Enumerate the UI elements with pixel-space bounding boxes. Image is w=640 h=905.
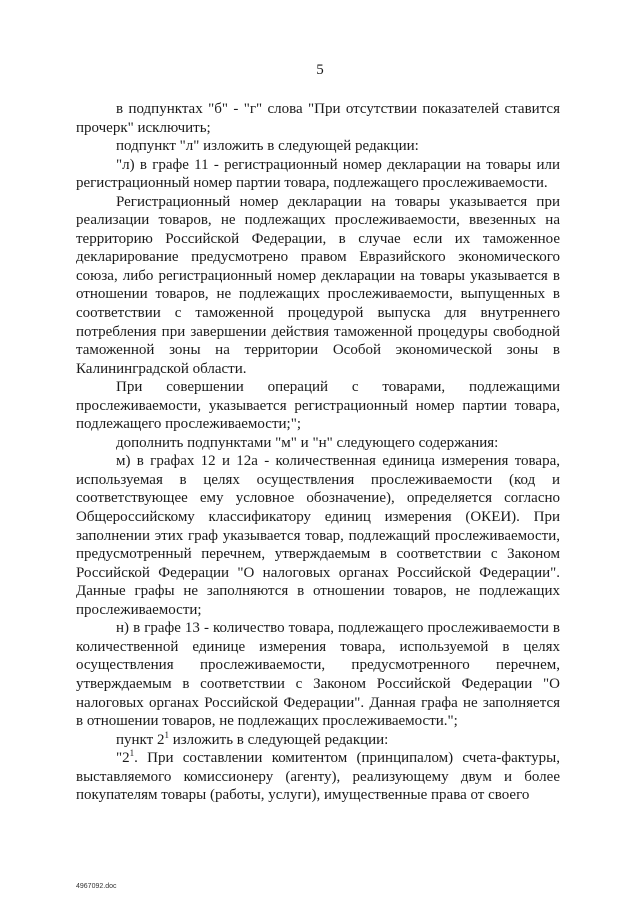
superscript: 1	[164, 729, 169, 740]
paragraph: "л) в графе 11 - регистрационный номер декларации на товары или регистрационный номер партии товара, подлежащего прослеживаемости.	[76, 156, 560, 192]
paragraph: в подпунктах "б" - "г" слова "При отсутствии показателей ставится прочерк" исключить;	[76, 101, 560, 136]
paragraph-clause-2-1-text	[76, 749, 560, 805]
page-number: 5	[316, 62, 324, 78]
paragraph: дополнить подпунктами "м" и "н" следующего содержания:	[116, 434, 499, 451]
paragraph-clause-2-1-intro	[76, 731, 560, 750]
text-run: изложить в следующей редакции:	[168, 731, 389, 748]
paragraph: При совершении операций с товарами, подлежащими прослеживаемости, указывается регистрационный номер партии товара, подлежащего прослеживаемости;";	[76, 379, 560, 433]
document-id-footer: 4967092.doc	[76, 883, 117, 890]
document-body	[76, 100, 560, 805]
text-run: "2	[116, 750, 130, 767]
superscript: 1	[129, 748, 135, 759]
paragraph: подпункт "л" изложить в следующей редакции:	[116, 138, 419, 155]
text-run: пункт 2	[116, 731, 165, 748]
paragraph: н) в графе 13 - количество товара, подлежащего прослеживаемости в количественной единице измерения товара, используемой в целях осуществления прослеживаемости, предусмотренного перечнем, утверждаемым в соответствии с Законом Российской Федерации "О налоговых органах Российской Федерации". Данная графа не заполняется в отношении товаров, не подлежащих прослеживаемости.";	[76, 620, 560, 730]
paragraph: Регистрационный номер декларации на товары указывается при реализации товаров, не подлежащих прослеживаемости, ввезенных на территорию Российской Федерации, в случае если их таможенное декларирование предусмотрено правом Евразийского экономического союза, либо регистрационный номер декларации на товары указывается в отношении товаров, не подлежащих прослеживаемости, выпущенных в соответствии с таможенной процедурой выпуска для внутреннего потребления при завершении действия таможенной процедуры свободной таможенной зоны на территории Особой экономической зоны в Калининградской области.	[76, 193, 560, 377]
text-run: . При составлении комитентом (принципалом) счета-фактуры, выставляемого комиссионеру (агенту), реализующему двум и более покупателям товары (работы, услуги), имущественные права от своего	[76, 750, 560, 804]
paragraph: м) в графах 12 и 12а - количественная единица измерения товара, используемая в целях осуществления прослеживаемости (код и соответствующее ему условное обозначение), определяется согласно Общероссийскому классификатору единиц измерения (ОКЕИ). При заполнении этих граф указывается товар, подлежащий прослеживаемости, предусмотренный перечнем, утверждаемым в соответствии с Законом Российской Федерации "О налоговых органах Российской Федерации". Данные графы не заполняются в отношении товаров, не подлежащих прослеживаемости;	[76, 453, 560, 618]
